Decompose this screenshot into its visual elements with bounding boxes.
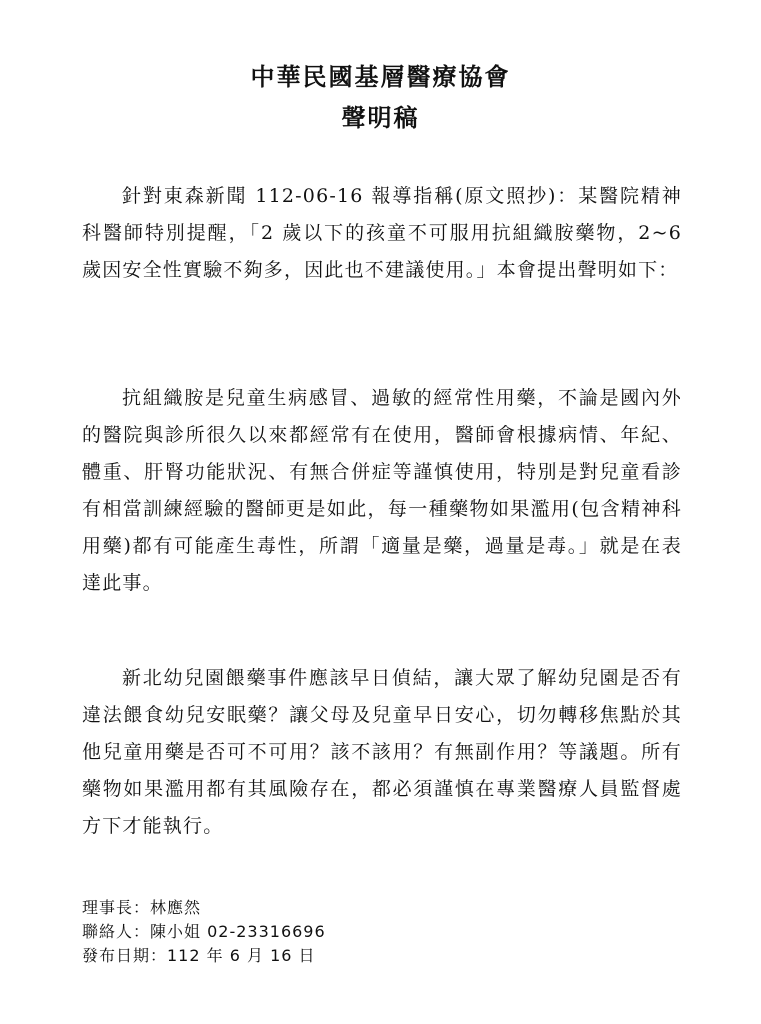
release-date-line: 發布日期：112 年 6 月 16 日 — [82, 946, 316, 965]
contact-line: 聯絡人：陳小姐 02-23316696 — [82, 922, 326, 941]
document-type-title: 聲明稿 — [341, 103, 420, 132]
statement-paragraph-2: 抗組織胺是兒童生病感冒、過敏的經常性用藥，不論是國內外的醫院與診所很久以來都經常有在使用，醫師會根據病情、年紀、體重、肝腎功能狀況、有無合併症等謹慎使用，特別是對兒童看診有相當訓練經驗的醫師更是如此，每一種藥物如果濫用(包含精神科用藥)都有可能產生毒性，所謂「適量是藥，過量是毒。」就是在表達此事。 — [82, 387, 682, 594]
statement-paragraph-3: 新北幼兒園餵藥事件應該早日偵結，讓大眾了解幼兒園是否有違法餵食幼兒安眠藥？讓父母及兒童早日安心，切勿轉移焦點於其他兒童用藥是否可不可用？該不該用？有無副作用？等議題。所有藥物如果濫用都有其風險存在，都必須謹慎在專業醫療人員監督處方下才能執行。 — [82, 667, 682, 837]
chairman-line: 理事長：林應然 — [82, 898, 202, 917]
organization-title: 中華民國基層醫療協會 — [250, 62, 511, 91]
statement-paragraph-1: 針對東森新聞 112-06-16 報導指稱(原文照抄)：某醫院精神科醫師特別提醒，「2 歲以下的孩童不可服用抗組織胺藥物，2~6 歲因安全性實驗不夠多，因此也不建議使用。」本會提出聲明如下： — [82, 185, 682, 281]
